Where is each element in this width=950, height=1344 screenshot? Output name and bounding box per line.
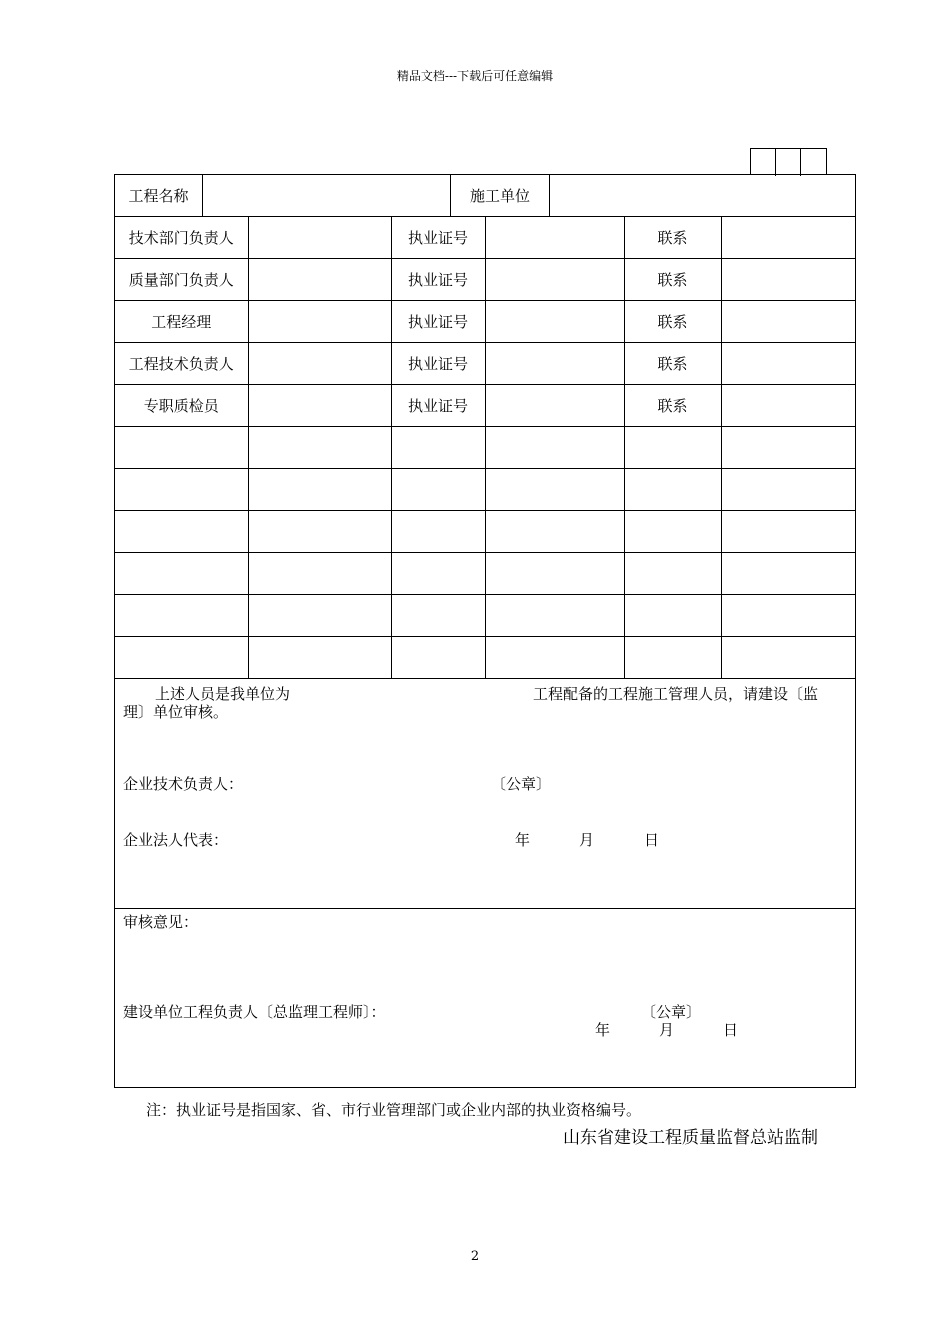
contact-label: 联系 bbox=[624, 343, 721, 385]
blank-cell[interactable] bbox=[391, 469, 485, 511]
blank-cell[interactable] bbox=[485, 637, 624, 679]
role-label: 专职质检员 bbox=[115, 385, 248, 427]
blank-cell[interactable] bbox=[721, 637, 855, 679]
declaration-text-a: 上述人员是我单位为 bbox=[155, 685, 291, 703]
blank-cell[interactable] bbox=[721, 427, 855, 469]
personnel-form bbox=[114, 174, 856, 1088]
role-label: 技术部门负责人 bbox=[115, 217, 248, 259]
month-label: 月 bbox=[579, 831, 595, 849]
blank-cell[interactable] bbox=[248, 511, 391, 553]
table-row bbox=[115, 217, 855, 259]
legal-rep-label: 企业法人代表： bbox=[123, 831, 229, 849]
blank-cell[interactable] bbox=[721, 469, 855, 511]
month-label: 月 bbox=[659, 1021, 675, 1039]
contact-field[interactable] bbox=[721, 301, 855, 343]
contact-label: 联系 bbox=[624, 259, 721, 301]
blank-cell[interactable] bbox=[391, 427, 485, 469]
construction-unit-label: 施工单位 bbox=[451, 175, 550, 216]
table-row bbox=[115, 259, 855, 301]
blank-cell[interactable] bbox=[721, 595, 855, 637]
blank-cell[interactable] bbox=[624, 637, 721, 679]
name-field[interactable] bbox=[248, 301, 391, 343]
blank-cell[interactable] bbox=[115, 427, 248, 469]
blank-cell[interactable] bbox=[721, 553, 855, 595]
project-name-label: 工程名称 bbox=[115, 175, 203, 216]
blank-cell[interactable] bbox=[391, 553, 485, 595]
blank-row bbox=[115, 637, 855, 679]
blank-cell[interactable] bbox=[485, 427, 624, 469]
role-label: 工程技术负责人 bbox=[115, 343, 248, 385]
contact-label: 联系 bbox=[624, 301, 721, 343]
blank-cell[interactable] bbox=[248, 427, 391, 469]
cert-label: 执业证号 bbox=[391, 217, 485, 259]
contact-field[interactable] bbox=[721, 385, 855, 427]
blank-cell[interactable] bbox=[248, 469, 391, 511]
company-seal-label: 〔公章〕 bbox=[491, 775, 552, 793]
cert-label: 执业证号 bbox=[391, 259, 485, 301]
owner-seal-label: 〔公章〕 bbox=[641, 1003, 702, 1021]
table-row bbox=[115, 343, 855, 385]
table-row bbox=[115, 301, 855, 343]
cert-field[interactable] bbox=[485, 343, 624, 385]
cert-field[interactable] bbox=[485, 217, 624, 259]
personnel-table bbox=[115, 217, 855, 679]
blank-row bbox=[115, 469, 855, 511]
cert-field[interactable] bbox=[485, 385, 624, 427]
blank-cell[interactable] bbox=[485, 511, 624, 553]
cert-label: 执业证号 bbox=[391, 385, 485, 427]
blank-cell[interactable] bbox=[391, 511, 485, 553]
cert-label: 执业证号 bbox=[391, 343, 485, 385]
blank-cell[interactable] bbox=[391, 637, 485, 679]
cert-field[interactable] bbox=[485, 301, 624, 343]
cert-field[interactable] bbox=[485, 259, 624, 301]
table-row bbox=[115, 385, 855, 427]
code-boxes bbox=[750, 148, 827, 175]
footnote: 注：执业证号是指国家、省、市行业管理部门或企业内部的执业资格编号。 bbox=[146, 1101, 642, 1119]
name-field[interactable] bbox=[248, 217, 391, 259]
day-label: 日 bbox=[723, 1021, 739, 1039]
year-label: 年 bbox=[595, 1021, 611, 1039]
blank-cell[interactable] bbox=[115, 511, 248, 553]
blank-cell[interactable] bbox=[485, 469, 624, 511]
header-note: 精品文档---下载后可任意编辑 bbox=[396, 69, 554, 83]
blank-cell[interactable] bbox=[624, 469, 721, 511]
blank-cell[interactable] bbox=[248, 595, 391, 637]
year-label: 年 bbox=[515, 831, 531, 849]
blank-cell[interactable] bbox=[624, 427, 721, 469]
review-opinion-label: 审核意见： bbox=[123, 913, 199, 931]
role-label: 工程经理 bbox=[115, 301, 248, 343]
blank-row bbox=[115, 595, 855, 637]
name-field[interactable] bbox=[248, 385, 391, 427]
blank-cell[interactable] bbox=[115, 595, 248, 637]
contact-label: 联系 bbox=[624, 217, 721, 259]
blank-cell[interactable] bbox=[391, 595, 485, 637]
declaration-text-b: 工程配备的工程施工管理人员，请建设〔监 bbox=[533, 685, 819, 703]
blank-cell[interactable] bbox=[624, 595, 721, 637]
contact-field[interactable] bbox=[721, 343, 855, 385]
blank-cell[interactable] bbox=[721, 511, 855, 553]
supervisor-label: 山东省建设工程质量监督总站监制 bbox=[563, 1128, 818, 1148]
name-field[interactable] bbox=[248, 343, 391, 385]
project-name-field[interactable] bbox=[203, 175, 451, 216]
day-label: 日 bbox=[644, 831, 660, 849]
construction-unit-field[interactable] bbox=[550, 175, 855, 216]
personnel-body bbox=[115, 217, 855, 679]
code-box[interactable] bbox=[751, 149, 776, 176]
review-section bbox=[115, 909, 855, 1087]
code-box[interactable] bbox=[776, 149, 801, 176]
contact-field[interactable] bbox=[721, 217, 855, 259]
blank-row bbox=[115, 553, 855, 595]
blank-cell[interactable] bbox=[624, 511, 721, 553]
blank-cell[interactable] bbox=[248, 637, 391, 679]
declaration-text-c: 理〕单位审核。 bbox=[123, 703, 229, 721]
code-box[interactable] bbox=[801, 149, 826, 176]
blank-cell[interactable] bbox=[485, 553, 624, 595]
owner-head-label: 建设单位工程负责人〔总监理工程师〕： bbox=[123, 1003, 386, 1021]
role-label: 质量部门负责人 bbox=[115, 259, 248, 301]
page-number: 2 bbox=[470, 1249, 480, 1264]
blank-cell[interactable] bbox=[115, 637, 248, 679]
blank-cell[interactable] bbox=[115, 469, 248, 511]
project-row bbox=[115, 175, 855, 217]
declaration-section bbox=[115, 679, 855, 909]
blank-cell[interactable] bbox=[115, 553, 248, 595]
contact-field[interactable] bbox=[721, 259, 855, 301]
contact-label: 联系 bbox=[624, 385, 721, 427]
blank-row bbox=[115, 511, 855, 553]
blank-row bbox=[115, 427, 855, 469]
tech-head-label: 企业技术负责人： bbox=[123, 775, 244, 793]
name-field[interactable] bbox=[248, 259, 391, 301]
blank-cell[interactable] bbox=[624, 553, 721, 595]
cert-label: 执业证号 bbox=[391, 301, 485, 343]
blank-cell[interactable] bbox=[485, 595, 624, 637]
blank-cell[interactable] bbox=[248, 553, 391, 595]
